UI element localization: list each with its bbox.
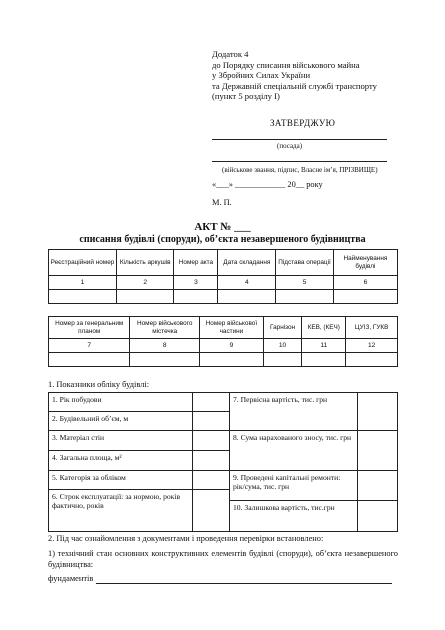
empty-cell[interactable]: [116, 290, 174, 304]
column-number: 6: [333, 276, 397, 290]
table-empty-row: [49, 353, 398, 367]
table-empty-row: [49, 290, 398, 304]
table-header-row: [49, 250, 398, 276]
table-header-cell: Підстава операції: [276, 250, 334, 276]
indicator-label: 5. Категорія за обліком: [49, 471, 193, 490]
table-number-row: [49, 339, 398, 353]
indicator-label: 6. Строк експлуатації: за нормою, років фактично, років: [49, 490, 193, 532]
appendix-header: [212, 49, 377, 102]
empty-cell[interactable]: [346, 353, 398, 367]
indicator-value-cell[interactable]: [357, 471, 397, 501]
indicator-label: 1. Рік побудови: [49, 393, 193, 412]
indicator-value-cell[interactable]: [193, 451, 230, 471]
column-number: 4: [218, 276, 276, 290]
table-header-cell: ЦУІЗ, ГУКВ: [346, 317, 398, 339]
column-number: 11: [302, 339, 346, 353]
table-header-cell: Найменування будівлі: [333, 250, 397, 276]
empty-cell[interactable]: [130, 353, 200, 367]
column-number: 1: [49, 276, 117, 290]
foundations-label: фундаментів: [48, 574, 94, 583]
location-table: [48, 316, 398, 367]
signature-line: [212, 161, 387, 162]
empty-cell[interactable]: [200, 353, 264, 367]
indicator-value-cell[interactable]: [357, 431, 397, 471]
act-subtitle: списання будівлі (споруди), об’єкта незавершеного будівництва: [79, 234, 366, 245]
table-header-row: [49, 317, 398, 339]
empty-cell[interactable]: [333, 290, 397, 304]
column-number: 12: [346, 339, 398, 353]
indicator-value-cell[interactable]: [193, 412, 230, 431]
header-line: (пункт 5 розділу I): [212, 91, 280, 102]
indicator-value-cell[interactable]: [357, 393, 397, 431]
table-header-cell: Кількість аркушів: [116, 250, 174, 276]
indicator-label: 8. Сума нарахованого зносу, тис. грн: [230, 431, 358, 471]
table-header-cell: Гарнізон: [263, 317, 302, 339]
stamp-place: М. П.: [212, 198, 232, 207]
indicator-label: 3. Матеріал стін: [49, 431, 193, 451]
column-number: 9: [200, 339, 264, 353]
table-header-cell: Номер військової частини: [200, 317, 264, 339]
header-line: Додаток 4: [212, 49, 249, 59]
empty-cell[interactable]: [276, 290, 334, 304]
indicator-value-cell[interactable]: [193, 393, 230, 412]
column-number: 7: [49, 339, 130, 353]
approval-date: «___» ____________ 20__ року: [212, 180, 323, 189]
empty-cell[interactable]: [218, 290, 276, 304]
empty-cell[interactable]: [49, 290, 117, 304]
empty-cell[interactable]: [263, 353, 302, 367]
table-header-cell: Реєстраційний номер: [49, 250, 117, 276]
indicator-label: 10. Залишкова вартість, тис.грн: [230, 501, 358, 532]
building-indicators-table: [48, 392, 398, 532]
table-row: [49, 471, 398, 490]
table-number-row: [49, 276, 398, 290]
act-title: АКТ № ___: [194, 221, 251, 233]
table-row: [49, 393, 398, 412]
column-number: 5: [276, 276, 334, 290]
header-line: та Державній спеціальній службі транспорту: [212, 80, 377, 91]
indicator-label: 9. Проведені капітальні ремонти: рік/сума, тис. грн: [230, 471, 358, 501]
position-caption: (посада): [277, 142, 303, 150]
indicator-value-cell[interactable]: [193, 431, 230, 451]
indicator-value-cell[interactable]: [357, 501, 397, 532]
table-header-cell: Номер акта: [174, 250, 218, 276]
column-number: 10: [263, 339, 302, 353]
foundations-fill-line[interactable]: [96, 583, 392, 584]
act-details-table: [48, 249, 398, 304]
signature-caption: (військове звання, підпис, Власне ім’я, ПРІЗВИЩЕ): [222, 166, 378, 174]
section-1-title: 1. Показники обліку будівлі:: [48, 380, 150, 389]
approve-label: ЗАТВЕРДЖУЮ: [270, 118, 336, 128]
empty-cell[interactable]: [174, 290, 218, 304]
column-number: 8: [130, 339, 200, 353]
technical-condition-text: 1) технічний стан основних конструктивних елементів будівлі (споруди), об’єкта незавершеного будівництва:: [48, 549, 398, 569]
position-line: [212, 139, 387, 140]
table-header-cell: Дата складання: [218, 250, 276, 276]
indicator-label: 2. Будівельний об’єм, м: [49, 412, 193, 431]
table-row: [49, 431, 398, 451]
header-line: у Збройних Силах України: [212, 70, 311, 81]
indicator-label: 4. Загальна площа, м²: [49, 451, 193, 471]
column-number: 3: [174, 276, 218, 290]
indicator-value-cell[interactable]: [193, 490, 230, 532]
table-header-cell: Номер військового містечка: [130, 317, 200, 339]
column-number: 2: [116, 276, 174, 290]
table-header-cell: КЕВ, (КЕЧ): [302, 317, 346, 339]
header-line: до Порядку списання військового майна: [212, 59, 360, 70]
table-header-cell: Номер за генеральним планом: [49, 317, 130, 339]
empty-cell[interactable]: [302, 353, 346, 367]
empty-cell[interactable]: [49, 353, 130, 367]
section-2-title: 2. Під час ознайомлення з документами і проведення перевірки встановлено:: [48, 534, 324, 543]
indicator-value-cell[interactable]: [193, 471, 230, 490]
indicator-label: 7. Первісна вартість, тис. грн: [230, 393, 358, 431]
